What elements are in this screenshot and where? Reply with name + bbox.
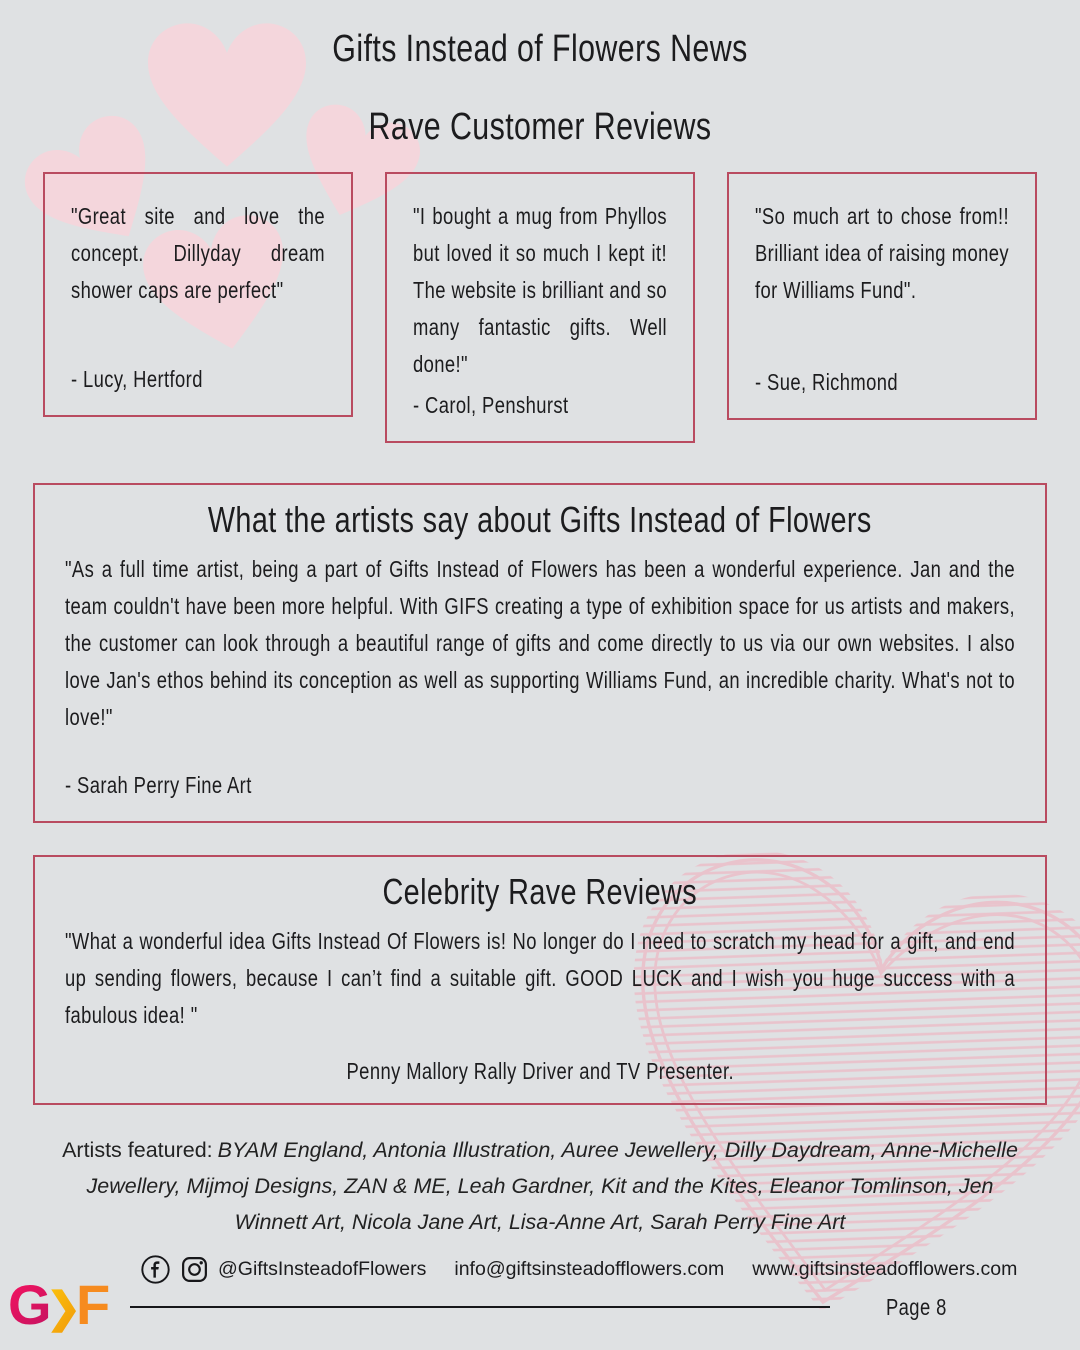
artists-featured xyxy=(55,1132,1025,1240)
page-subtitle-text: Rave Customer Reviews xyxy=(368,106,712,148)
social-handle: @GiftsInsteadofFlowers xyxy=(218,1258,427,1280)
page-number xyxy=(886,1294,962,1321)
artists-featured-names: BYAM England, Antonia Illustration, Auree Jewellery, Dilly Daydream, Anne-Michelle Jewellery, Mijmoj Designs, ZAN & ME, Leah Gardner, Kit and the Kites, Eleanor Tomlinson, Jen Winnett Art, Nicola Jane Art, Lisa-Anne Art, Sarah Perry Fine Art xyxy=(86,1138,1018,1234)
page-title-text: Gifts Instead of Flowers News xyxy=(332,28,748,70)
celebrity-section xyxy=(33,855,1047,1105)
artists-section-heading: What the artists say about Gifts Instead of Flowers xyxy=(208,499,872,540)
page-title xyxy=(0,28,1080,71)
review-attribution: - Sue, Richmond xyxy=(755,369,899,395)
celebrity-section-heading: Celebrity Rave Reviews xyxy=(382,871,698,912)
instagram-icon xyxy=(179,1254,210,1285)
artists-featured-label: Artists featured: xyxy=(62,1138,213,1162)
review-quote: "Great site and love the concept. Dillyday dream shower caps are perfect" xyxy=(71,203,325,303)
logo-letter-f: F xyxy=(76,1273,111,1336)
review-card xyxy=(727,172,1037,420)
artists-section-quote: "As a full time artist, being a part of Gifts Instead of Flowers has been a wonderful experience. Jan and the team couldn't have been more helpful. With GIFS creating a type of exhibition space for us artists and makers, the customer can look through a beautiful range of gifts and come directly to us via our own websites. I also love Jan's ethos behind its conception as well as supporting Williams Fund, an incredible charity. What's not to love!" xyxy=(65,556,1015,730)
celebrity-section-attribution: Penny Mallory Rally Driver and TV Presenter. xyxy=(346,1058,734,1084)
footer-email: info@giftsinsteadofflowers.com xyxy=(454,1258,725,1280)
review-attribution: - Lucy, Hertford xyxy=(71,366,203,392)
review-card xyxy=(385,172,695,443)
page-subtitle xyxy=(0,106,1080,149)
footer-website: www.giftsinsteadofflowers.com xyxy=(752,1258,1018,1280)
review-quote: "So much art to chose from!! Brilliant idea of raising money for Williams Fund". xyxy=(755,203,1009,303)
page-number-text: Page 8 xyxy=(886,1294,947,1320)
artists-section xyxy=(33,483,1047,823)
footer xyxy=(140,1254,1017,1285)
logo-letter-g: G xyxy=(8,1273,52,1336)
facebook-icon xyxy=(140,1254,171,1285)
gifs-logo xyxy=(8,1272,118,1342)
celebrity-section-quote: "What a wonderful idea Gifts Instead Of Flowers is! No longer do I need to scratch my head for a gift, and end up sending flowers, because I can’t find a suitable gift. GOOD LUCK and I wish you huge success with a fabulous idea! " xyxy=(65,928,1015,1028)
logo-arrow: ❯ xyxy=(46,1284,82,1331)
celebrity-attribution-wrap xyxy=(35,1058,1045,1085)
artists-section-attribution: - Sarah Perry Fine Art xyxy=(65,772,252,798)
review-quote: "I bought a mug from Phyllos but loved it so much I kept it! The website is brilliant and so many fantastic gifts. Well done!" xyxy=(413,203,667,377)
footer-divider xyxy=(130,1306,830,1308)
customer-reviews-row xyxy=(43,172,1037,443)
review-attribution: - Carol, Penshurst xyxy=(413,392,569,418)
review-card xyxy=(43,172,353,417)
